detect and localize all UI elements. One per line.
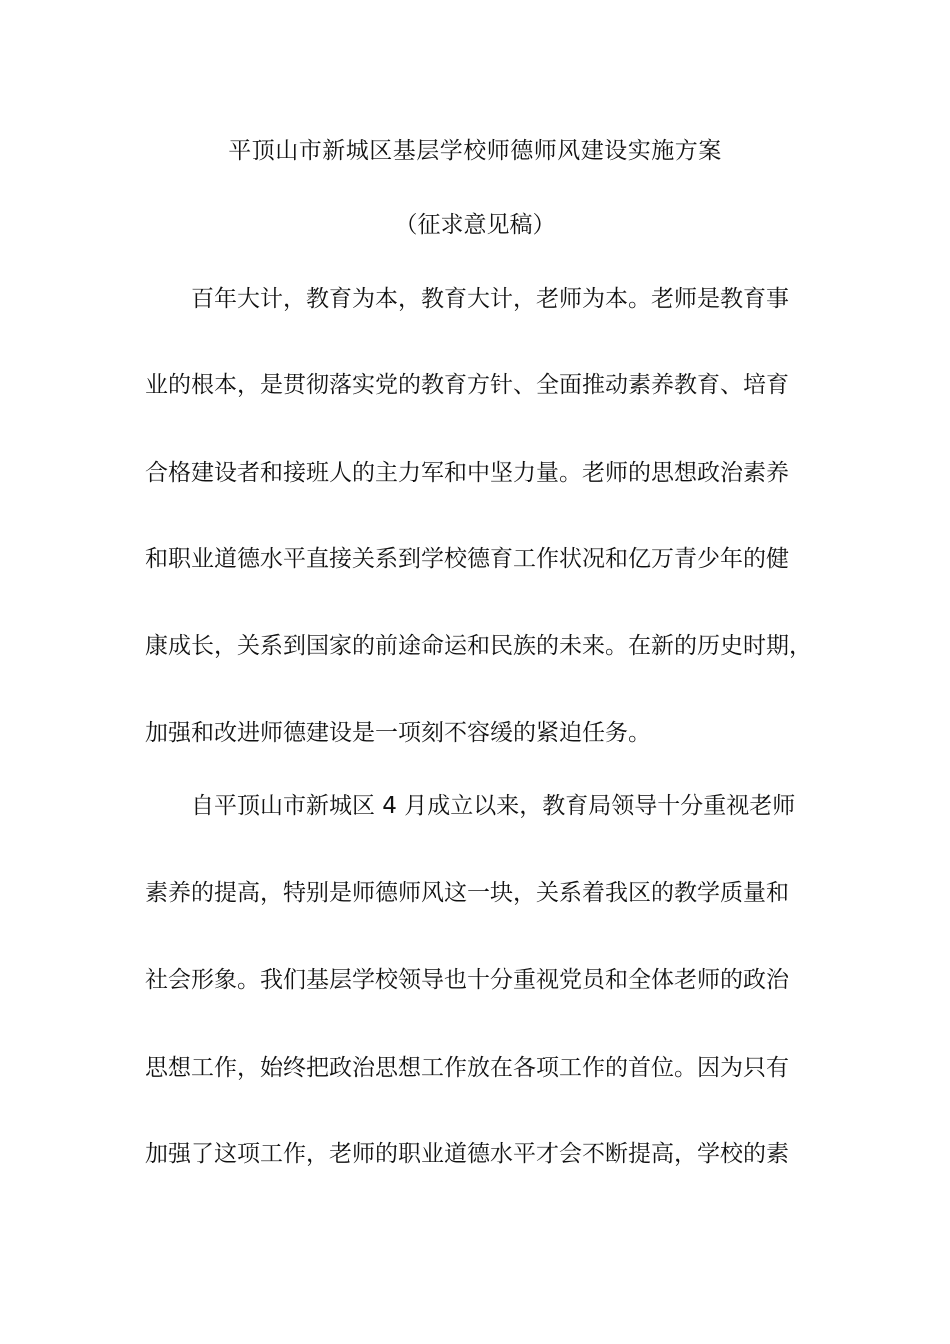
paragraph-2-line-2: 素养的提高，特别是师德师风这一块，关系着我区的教学质量和	[145, 880, 789, 906]
paragraph-1-line-1: 百年大计，教育为本，教育大计，老师为本。老师是教育事	[191, 286, 789, 312]
paragraph-2-line-4: 思想工作，始终把政治思想工作放在各项工作的首位。因为只有	[145, 1055, 789, 1081]
paragraph-2-line-3: 社会形象。我们基层学校领导也十分重视党员和全体老师的政治	[145, 967, 789, 993]
paragraph-1-line-2: 业的根本，是贯彻落实党的教育方针、全面推动素养教育、培育	[145, 372, 789, 398]
document-subtitle: （征求意见稿）	[394, 212, 556, 238]
paragraph-1-line-6: 加强和改进师德建设是一项刻不容缓的紧迫任务。	[145, 720, 651, 746]
paragraph-2-line-5: 加强了这项工作，老师的职业道德水平才会不断提高，学校的素	[145, 1141, 789, 1167]
paragraph-1-line-3: 合格建设者和接班人的主力军和中坚力量。老师的思想政治素养	[145, 460, 789, 486]
paragraph-1-line-5: 康成长，关系到国家的前途命运和民族的未来。在新的历史时期，	[145, 633, 812, 659]
paragraph-2-line-1: 自平顶山市新城区 4 月成立以来，教育局领导十分重视老师	[191, 793, 796, 819]
document-title: 平顶山市新城区基层学校师德师风建设实施方案	[228, 138, 722, 164]
paragraph-1-line-4: 和职业道德水平直接关系到学校德育工作状况和亿万青少年的健	[145, 546, 789, 572]
